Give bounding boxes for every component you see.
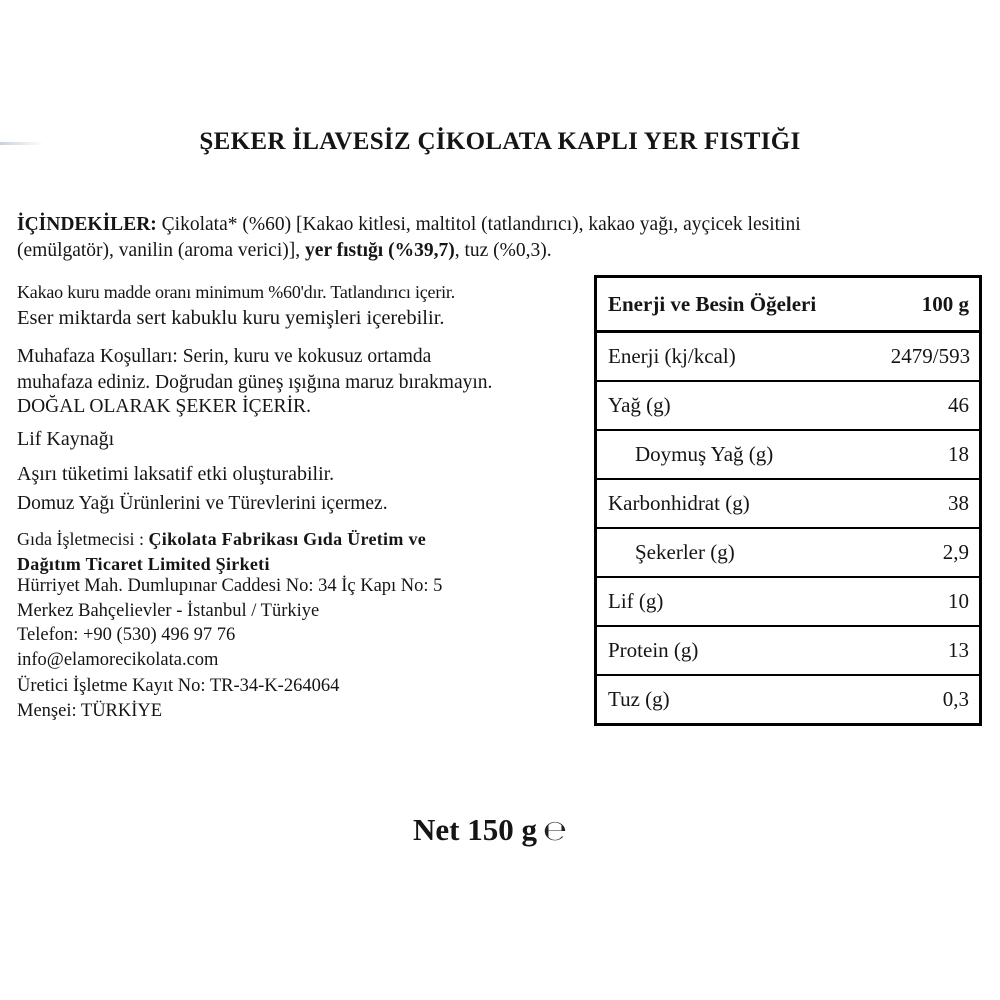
food-operator-block xyxy=(17,527,426,576)
nutrition-row-label: Enerji (kj/kcal) xyxy=(596,332,880,382)
ingredients-label: İÇİNDEKİLER: xyxy=(17,214,157,235)
nutrition-row xyxy=(596,332,981,382)
nutrition-row-label: Protein (g) xyxy=(596,626,880,675)
phone-line: Telefon: +90 (530) 496 97 76 xyxy=(17,625,236,645)
ingredients-text-1: Çikolata* (%60) [Kakao kitlesi, maltitol (tatlandırıcı), kakao yağı, ayçicek lesitini xyxy=(156,214,801,235)
nutrition-row xyxy=(596,381,981,430)
nutrition-row-label: Tuz (g) xyxy=(596,675,880,725)
operator-label: Gıda İşletmecisi : xyxy=(17,529,149,549)
origin-line: Menşei: TÜRKİYE xyxy=(17,701,163,721)
nutrition-row-label: Yağ (g) xyxy=(596,381,880,430)
nutrition-row-label: Doymuş Yağ (g) xyxy=(596,430,880,479)
estimated-sign: ℮ xyxy=(543,814,567,847)
operator-line-1 xyxy=(17,527,426,552)
nutrition-row-value: 38 xyxy=(880,479,981,528)
nutrition-table-body xyxy=(596,332,981,725)
nutrition-row-value: 13 xyxy=(880,626,981,675)
nutrition-row xyxy=(596,675,981,725)
company-name-part-2: Dağıtım Ticaret Limited Şirketi xyxy=(17,553,270,574)
nutrition-row xyxy=(596,479,981,528)
ingredients-peanut-bold: yer fıstığı (%39,7) xyxy=(305,240,455,261)
net-weight-text: Net 150 g xyxy=(413,812,538,847)
storage-conditions xyxy=(17,344,602,396)
net-weight xyxy=(0,812,990,848)
nutrition-table xyxy=(594,275,982,726)
nutrition-row xyxy=(596,577,981,626)
storage-line-1: Muhafaza Koşulları: Serin, kuru ve kokusuz ortamda xyxy=(17,346,432,367)
storage-line-2: muhafaza ediniz. Doğrudan güneş ışığına maruz bırakmayın. xyxy=(17,372,493,393)
nutrition-row-value: 2479/593 xyxy=(880,332,981,382)
ingredients-line-2 xyxy=(17,238,977,264)
ingredients-text-3: , tuz (%0,3). xyxy=(454,240,552,261)
address-line-2: Merkez Bahçelievler - İstanbul / Türkiye xyxy=(17,601,320,621)
company-name-part-1: Çikolata Fabrikası Gıda Üretim ve xyxy=(148,529,427,549)
traces-note: Eser miktarda sert kabuklu kuru yemişleri içerebilir. xyxy=(17,307,445,329)
natural-sugar-note: DOĞAL OLARAK ŞEKER İÇERİR. xyxy=(17,396,311,417)
nutrition-header-row xyxy=(596,277,981,332)
ingredients-text-2: (emülgatör), vanilin (aroma verici)], xyxy=(17,240,306,261)
product-title: ŞEKER İLAVESİZ ÇİKOLATA KAPLI YER FISTIĞI xyxy=(199,128,801,155)
nutrition-row xyxy=(596,430,981,479)
cocoa-solids-note: Kakao kuru madde oranı minimum %60'dır. Tatlandırıcı içerir. xyxy=(17,282,456,302)
nutrition-row xyxy=(596,626,981,675)
nutrition-row-value: 2,9 xyxy=(880,528,981,577)
nutrition-row-value: 18 xyxy=(880,430,981,479)
nutrition-header-label: Enerji ve Besin Öğeleri xyxy=(608,291,817,316)
nutrition-row-value: 10 xyxy=(880,577,981,626)
fiber-source-note: Lif Kaynağı xyxy=(17,428,115,450)
ingredients-paragraph xyxy=(17,212,977,264)
nutrition-header-amount: 100 g xyxy=(921,291,969,316)
email-line: info@elamorecikolata.com xyxy=(17,650,219,670)
nutrition-row-value: 46 xyxy=(880,381,981,430)
nutrition-row-label: Şekerler (g) xyxy=(596,528,880,577)
laxative-note: Aşırı tüketimi laksatif etki oluşturabilir. xyxy=(17,463,335,485)
nutrition-row xyxy=(596,528,981,577)
address-line-1: Hürriyet Mah. Dumlupınar Caddesi No: 34 İç Kapı No: 5 xyxy=(17,576,443,596)
nutrition-table-header xyxy=(596,277,981,332)
pork-free-note: Domuz Yağı Ürünlerini ve Türevlerini içermez. xyxy=(17,493,388,514)
nutrition-row-value: 0,3 xyxy=(880,675,981,725)
nutrition-row-label: Lif (g) xyxy=(596,577,880,626)
operator-line-2 xyxy=(17,552,426,577)
nutrition-row-label: Karbonhidrat (g) xyxy=(596,479,880,528)
registration-line: Üretici İşletme Kayıt No: TR-34-K-264064 xyxy=(17,676,340,696)
ingredients-line-1 xyxy=(17,212,977,238)
